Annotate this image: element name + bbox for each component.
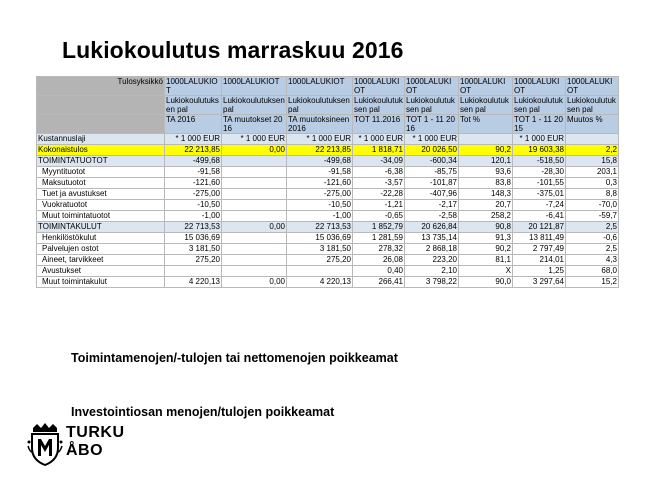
table-cell: 26,08 [353, 255, 405, 266]
table-row-section [37, 222, 619, 233]
table-cell: -22,28 [353, 189, 405, 200]
units-cell: * 1 000 EUR [222, 134, 287, 145]
header-cell: Lukiokoulutuksen pal [459, 96, 513, 115]
table-cell: -101,55 [513, 178, 566, 189]
table-cell: 22 213,85 [165, 145, 222, 156]
table-cell: 2,5 [566, 222, 619, 233]
header-cell: TOT 11.2016 [353, 115, 405, 134]
table-cell: -518,50 [513, 156, 566, 167]
header-cell: Lukiokoulutuksen pal [287, 96, 353, 115]
table-cell: -1,21 [353, 200, 405, 211]
table-cell: -275,00 [165, 189, 222, 200]
table-cell: 20 626,84 [405, 222, 459, 233]
table-cell: 223,20 [405, 255, 459, 266]
units-cell: * 1 000 EUR [405, 134, 459, 145]
table-row [37, 244, 619, 255]
table-cell [222, 156, 287, 167]
header-cell: TA 2016 [165, 115, 222, 134]
row-label: Muut toimintakulut [37, 277, 165, 288]
table-cell: 2 868,18 [405, 244, 459, 255]
logo-line1: TURKU [66, 424, 125, 441]
header-cell: TOT 1 - 11 2015 [513, 115, 566, 134]
header-row-service [37, 96, 619, 115]
table-cell: -28,30 [513, 167, 566, 178]
table-cell: 2,10 [405, 266, 459, 277]
row-label: Aineet, tarvikkeet [37, 255, 165, 266]
row-label: Avustukset [37, 266, 165, 277]
table-cell: X [459, 266, 513, 277]
table-cell: 68,0 [566, 266, 619, 277]
table-cell: 90,8 [459, 222, 513, 233]
row-label: Kokonaistulos [37, 145, 165, 156]
table-cell: 15 036,69 [287, 233, 353, 244]
units-cell [459, 134, 513, 145]
row-label: Maksutuotot [37, 178, 165, 189]
table-row [37, 189, 619, 200]
row-label: Vuokratuotot [37, 200, 165, 211]
note-operating-deviations: Toimintamenojen/-tulojen tai nettomenojen poikkeamat [71, 351, 398, 365]
table-cell: 2,2 [566, 145, 619, 156]
table-cell: -34,09 [353, 156, 405, 167]
table-cell: 0,3 [566, 178, 619, 189]
table-cell: -91,58 [287, 167, 353, 178]
table-cell: 93,6 [459, 167, 513, 178]
table-cell: 1 281,59 [353, 233, 405, 244]
header-cell: TOT 1 - 11 2016 [405, 115, 459, 134]
table-cell: -1,00 [165, 211, 222, 222]
table-cell: 4 220,13 [287, 277, 353, 288]
table-row [37, 233, 619, 244]
table-cell: -91,58 [165, 167, 222, 178]
table-cell [222, 233, 287, 244]
table-cell: 19 603,38 [513, 145, 566, 156]
header-cell: Lukiokoulutuksen pal [223, 96, 285, 114]
table-body [37, 77, 619, 288]
table-cell: 22 713,53 [165, 222, 222, 233]
table-cell: -7,24 [513, 200, 566, 211]
table-cell: 0,00 [222, 277, 287, 288]
row-label: Muut toimintatuotot [37, 211, 165, 222]
header-cell: Tot % [459, 115, 513, 134]
table-cell: 81,1 [459, 255, 513, 266]
table-cell: 266,41 [353, 277, 405, 288]
table-cell: 275,20 [165, 255, 222, 266]
table-cell: 203,1 [566, 167, 619, 178]
header-cell [37, 96, 165, 115]
table-cell: 83,8 [459, 178, 513, 189]
table-cell [222, 255, 287, 266]
header-cell: 1000LALUKIOT [405, 77, 459, 96]
header-cell: Lukiokoulutuksen pal [513, 96, 566, 115]
table-cell: 4 220,13 [165, 277, 222, 288]
header-cell: 1000LALUKIOT [353, 77, 405, 96]
table-cell: -121,60 [287, 178, 353, 189]
logo-line2: ÅBO [66, 442, 104, 459]
table-cell: -0,65 [353, 211, 405, 222]
table-cell: 1 852,79 [353, 222, 405, 233]
table-cell: -499,68 [165, 156, 222, 167]
table-cell: -600,34 [405, 156, 459, 167]
table-cell [222, 178, 287, 189]
table-cell: -0,6 [566, 233, 619, 244]
row-label: TOIMINTATUOTOT [37, 156, 165, 167]
table-cell: -1,00 [287, 211, 353, 222]
table-cell: 20 121,87 [513, 222, 566, 233]
table-cell: -85,75 [405, 167, 459, 178]
table-cell: 4,3 [566, 255, 619, 266]
table-cell [287, 266, 353, 277]
table-cell [222, 189, 287, 200]
table-cell: -2,17 [405, 200, 459, 211]
table-cell: 13 735,14 [405, 233, 459, 244]
table-cell: 15 036,69 [165, 233, 222, 244]
table-row [37, 178, 619, 189]
units-cell [566, 134, 619, 145]
table-cell: 3 798,22 [405, 277, 459, 288]
table-cell: -407,96 [405, 189, 459, 200]
table-cell: -70,0 [566, 200, 619, 211]
table-cell: 90,2 [459, 244, 513, 255]
table-row-total [37, 145, 619, 156]
table-row [37, 200, 619, 211]
table-cell: 90,0 [459, 277, 513, 288]
row-label: Palvelujen ostot [37, 244, 165, 255]
table-cell [222, 200, 287, 211]
table-cell [222, 266, 287, 277]
table-cell: 0,40 [353, 266, 405, 277]
table-cell [222, 211, 287, 222]
row-label: Myyntituotot [37, 167, 165, 178]
header-cell [37, 115, 165, 134]
header-cell: Lukiokoulutuksen pal [566, 96, 619, 115]
table-cell: -375,01 [513, 189, 566, 200]
table-cell: 20,7 [459, 200, 513, 211]
header-cell: 1000LALUKIOT [165, 77, 222, 96]
header-row-period [37, 115, 619, 134]
logo-wordmark [66, 424, 125, 460]
table-row [37, 277, 619, 288]
units-cell: * 1 000 EUR [165, 134, 222, 145]
table-cell [222, 167, 287, 178]
table-cell: 8,8 [566, 189, 619, 200]
header-cell: 1000LALUKIOT [566, 77, 619, 96]
table-cell: 13 811,49 [513, 233, 566, 244]
table-cell: 0,00 [222, 145, 287, 156]
table-row [37, 167, 619, 178]
header-cell: Muutos % [566, 115, 619, 134]
table-cell [222, 244, 287, 255]
table-cell [165, 266, 222, 277]
table-cell: -101,87 [405, 178, 459, 189]
table-cell: -2,58 [405, 211, 459, 222]
table-cell: -121,60 [165, 178, 222, 189]
header-cell: 1000LALUKIOT [513, 77, 566, 96]
table-cell: 258,2 [459, 211, 513, 222]
table-row [37, 266, 619, 277]
table-cell: -499,68 [287, 156, 353, 167]
table-cell: 278,32 [353, 244, 405, 255]
table-cell: -3,57 [353, 178, 405, 189]
table-cell: 148,3 [459, 189, 513, 200]
header-cell: Lukiokoulutuksen pal [405, 96, 459, 115]
table-cell: 3 181,50 [165, 244, 222, 255]
table-cell: 120,1 [459, 156, 513, 167]
table-cell: -6,38 [353, 167, 405, 178]
table-cell: 15,2 [566, 277, 619, 288]
table-cell: 22 213,85 [287, 145, 353, 156]
financial-table [36, 76, 619, 288]
table-cell: -10,50 [165, 200, 222, 211]
row-label: Tuet ja avustukset [37, 189, 165, 200]
turku-logo [27, 422, 147, 466]
header-cell: 1000LALUKIOT [222, 77, 287, 96]
table-cell: 90,2 [459, 145, 513, 156]
table-row-section [37, 156, 619, 167]
table-cell: -275,00 [287, 189, 353, 200]
table-cell: 20 026,50 [405, 145, 459, 156]
table-cell: 275,20 [287, 255, 353, 266]
table-cell: 15,8 [566, 156, 619, 167]
table-cell: 91,3 [459, 233, 513, 244]
table-cell: 1 818,71 [353, 145, 405, 156]
units-row [37, 134, 619, 145]
units-cell: Kustannuslaji [37, 134, 165, 145]
table-cell: 3 181,50 [287, 244, 353, 255]
table-cell: 3 297,64 [513, 277, 566, 288]
table-cell: 2 797,49 [513, 244, 566, 255]
header-cell: TA muutoksineen 2016 [287, 115, 353, 134]
header-cell: Lukiokoulutuksen pal [165, 96, 222, 115]
table-row [37, 211, 619, 222]
units-cell: * 1 000 EUR [353, 134, 405, 145]
note-investment-deviations: Investointiosan menojen/tulojen poikkeamat [71, 405, 335, 419]
header-cell: Tulosyksikkö [37, 77, 165, 96]
header-row-unit [37, 77, 619, 96]
table-row [37, 255, 619, 266]
header-cell: TA muutokset 2016 [222, 115, 287, 134]
table-cell: -10,50 [287, 200, 353, 211]
header-cell: 1000LALUKIOT [287, 77, 353, 96]
table-cell: -6,41 [513, 211, 566, 222]
header-cell: 1000LALUKIOT [459, 77, 513, 96]
page-title: Lukiokoulutus marraskuu 2016 [62, 37, 404, 63]
table-cell: -59,7 [566, 211, 619, 222]
row-label: TOIMINTAKULUT [37, 222, 165, 233]
units-cell: * 1 000 EUR [287, 134, 353, 145]
units-cell: * 1 000 EUR [513, 134, 566, 145]
crest-icon [27, 422, 63, 466]
table-cell: 214,01 [513, 255, 566, 266]
table-cell: 0,00 [222, 222, 287, 233]
row-label: Henkilöstökulut [37, 233, 165, 244]
table-cell: 22 713,53 [287, 222, 353, 233]
header-cell: Lukiokoulutuksen pal [354, 96, 403, 114]
table-cell: 2,5 [566, 244, 619, 255]
table-cell: 1,25 [513, 266, 566, 277]
